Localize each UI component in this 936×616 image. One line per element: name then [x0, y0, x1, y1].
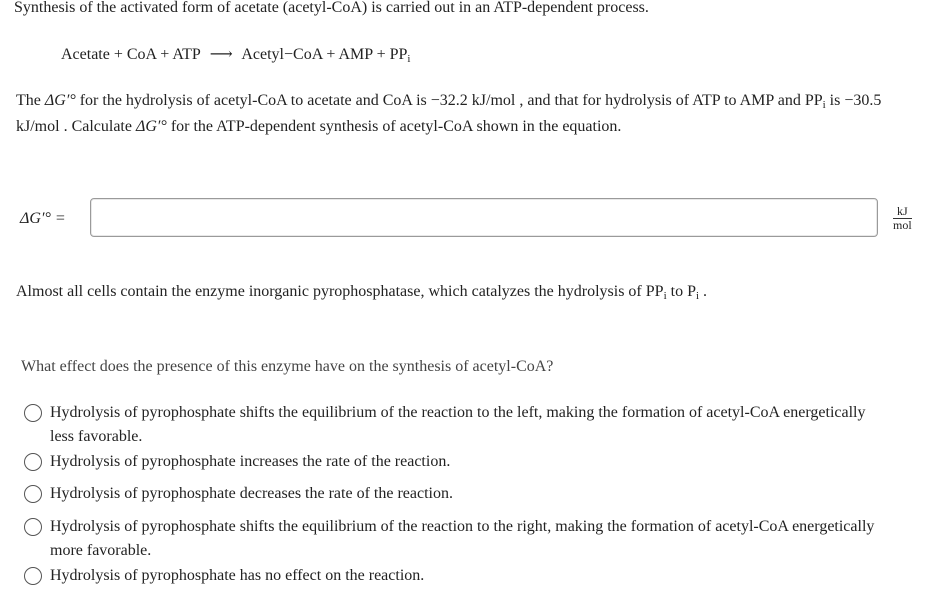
option-label: Hydrolysis of pyrophosphate increases the rate of the reaction. — [50, 453, 451, 470]
problem-paragraph — [16, 88, 921, 140]
enzyme-text-1: Almost all cells contain the enzyme inorganic pyrophosphatase, which catalyzes the hydrolysis of PP — [16, 283, 664, 300]
unit-fraction — [893, 205, 912, 232]
radio-button-icon[interactable] — [24, 567, 42, 585]
option-label: Hydrolysis of pyrophosphate has no effect on the reaction. — [50, 567, 425, 584]
radio-button-icon[interactable] — [24, 453, 42, 471]
enzyme-text-2: to P — [666, 283, 696, 300]
enzyme-subscript-1: i — [663, 290, 667, 302]
option-4[interactable] — [24, 515, 894, 563]
option-label: Hydrolysis of pyrophosphate shifts the equilibrium of the reaction to the right, making the formation of acetyl-CoA energetically more favorable. — [50, 518, 875, 559]
option-2[interactable] — [24, 450, 894, 474]
equation-reactants: Acetate + CoA + ATP — [61, 46, 201, 63]
delta-g-symbol: ΔG′° — [44, 92, 76, 109]
enzyme-text-3: . — [699, 283, 708, 300]
option-3[interactable] — [24, 482, 894, 506]
radio-button-icon[interactable] — [24, 518, 42, 536]
option-5[interactable] — [24, 564, 894, 588]
answer-label-text: ΔG′° = — [20, 210, 66, 227]
unit-denominator: mol — [893, 218, 912, 232]
para-text-2: for the hydrolysis of acetyl-CoA to acetate and CoA is −32.2 kJ/mol , and that for hydrolysis of ATP to AMP and PP — [75, 92, 823, 109]
para-text-1: The — [16, 92, 45, 109]
enzyme-sentence — [16, 283, 707, 301]
question-text: What effect does the presence of this enzyme have on the synthesis of acetyl-CoA? — [21, 358, 554, 375]
reaction-arrow-icon: ⟶ — [209, 46, 233, 63]
para-text-3: is −30.5 kJ/mol . Calculate — [16, 92, 882, 135]
para-subscript: i — [822, 99, 826, 111]
equation-subscript: i — [407, 53, 411, 65]
unit-numerator: kJ — [893, 205, 912, 219]
option-1[interactable] — [24, 401, 894, 449]
answer-label — [20, 210, 66, 228]
radio-button-icon[interactable] — [24, 404, 42, 422]
intro-text: Synthesis of the activated form of acetate (acetyl-CoA) is carried out in an ATP-dependent process. — [14, 0, 649, 16]
enzyme-subscript-2: i — [695, 290, 700, 302]
equation-products: Acetyl−CoA + AMP + PP — [241, 46, 408, 63]
delta-g-answer-input[interactable] — [90, 198, 878, 237]
radio-button-icon[interactable] — [24, 485, 42, 503]
option-label: Hydrolysis of pyrophosphate decreases the rate of the reaction. — [50, 485, 453, 502]
option-label: Hydrolysis of pyrophosphate shifts the equilibrium of the reaction to the left, making the formation of acetyl-CoA energetically less favorable. — [50, 404, 866, 445]
para-text-4: for the ATP-dependent synthesis of acetyl-CoA shown in the equation. — [166, 118, 622, 135]
delta-g-symbol-2: ΔG′° — [135, 118, 167, 135]
reaction-equation — [61, 44, 410, 64]
